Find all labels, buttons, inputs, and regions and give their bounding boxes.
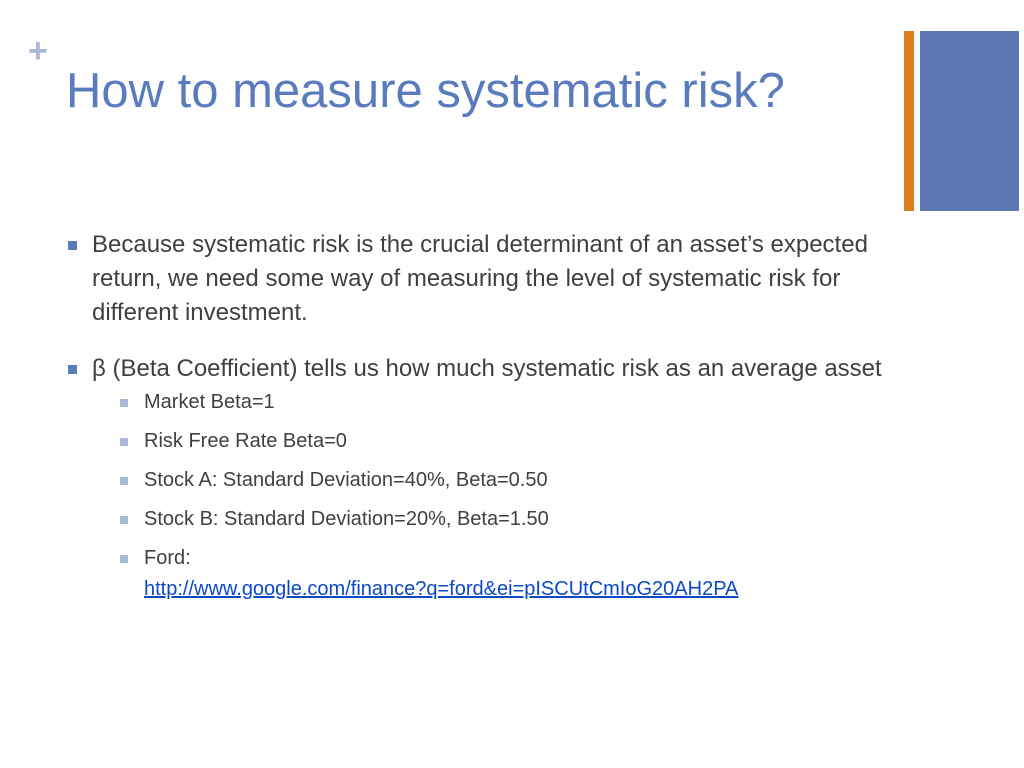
accent-block-blue	[920, 31, 1019, 211]
sub-bullet-text: Risk Free Rate Beta=0	[144, 430, 347, 452]
sub-bullet-item	[118, 507, 906, 532]
square-bullet-icon	[120, 555, 128, 563]
sub-bullet-item	[118, 546, 906, 602]
sub-bullet-item	[118, 429, 906, 454]
bullet-text: Because systematic risk is the crucial determinant of an asset’s expected return, we need some way of measuring the level of systematic risk for different investment.	[92, 231, 868, 326]
square-bullet-icon	[68, 365, 77, 374]
sub-bullet-text: Ford:	[144, 547, 191, 569]
sub-bullet-text: Market Beta=1	[144, 391, 275, 413]
ford-finance-link[interactable]: http://www.google.com/finance?q=ford&ei=pISCUtCmIoG20AH2PA	[144, 578, 739, 600]
slide-title: How to measure systematic risk?	[66, 64, 785, 118]
square-bullet-icon	[120, 438, 128, 446]
sub-bullet-text: Stock B: Standard Deviation=20%, Beta=1.50	[144, 508, 549, 530]
square-bullet-icon	[120, 516, 128, 524]
sub-bullet-item	[118, 390, 906, 415]
square-bullet-icon	[68, 241, 77, 250]
bullet-item	[66, 352, 906, 602]
plus-icon: +	[28, 32, 48, 70]
sub-bullet-list	[92, 390, 906, 602]
accent-bar-orange	[904, 31, 914, 211]
bullet-text: β (Beta Coefficient) tells us how much systematic risk as an average asset	[92, 355, 882, 382]
sub-bullet-text: Stock A: Standard Deviation=40%, Beta=0.50	[144, 469, 548, 491]
square-bullet-icon	[120, 477, 128, 485]
slide-content	[66, 228, 906, 624]
bullet-item	[66, 228, 906, 330]
square-bullet-icon	[120, 399, 128, 407]
sub-bullet-item	[118, 468, 906, 493]
